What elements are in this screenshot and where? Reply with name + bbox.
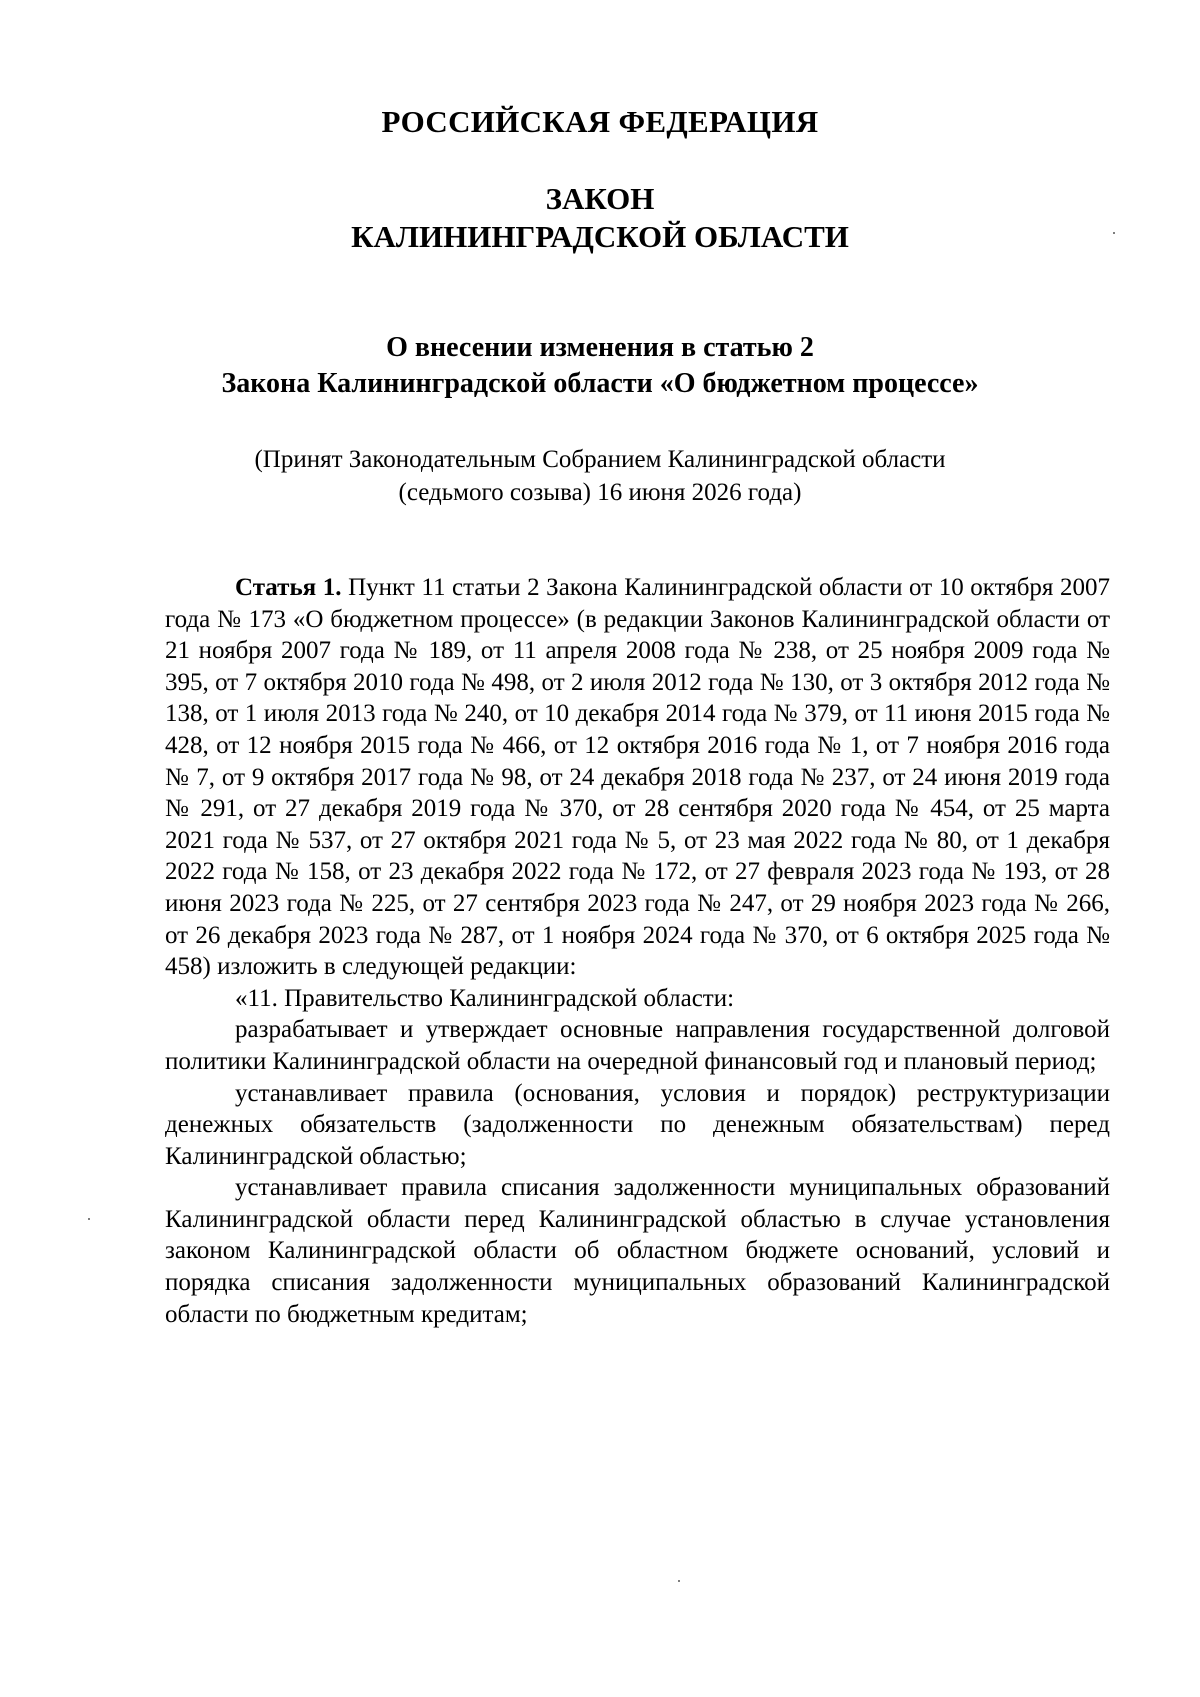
body-paragraph: устанавливает правила списания задолженности муниципальных образований Калининградской области перед Калининградской областью в случае установления законом Калининградской области об областном бюджете оснований, условий и порядка списания задолженности муниципальных образований Калининградской области по бюджетным кредитам;	[165, 1174, 1110, 1328]
adoption-note-line1: (Принят Законодательным Собранием Калининградской области	[254, 446, 946, 473]
article-1-paragraph	[165, 572, 1110, 983]
law-heading	[0, 180, 1200, 256]
article-1-text: Пункт 11 статьи 2 Закона Калининградской области от 10 октября 2007 года № 173 «О бюджетном процессе» (в редакции Законов Калининградской области от 21 ноября 2007 года № 189, от 11 апреля 2008 года № 238, от 25 ноября 2009 года № 395, от 7 октября 2010 года № 498, от 2 июля 2012 года № 130, от 3 октября 2012 года № 138, от 1 июля 2013 года № 240, от 10 декабря 2014 года № 379, от 11 июня 2015 года № 428, от 12 ноября 2015 года № 466, от 12 октября 2016 года № 1, от 7 ноября 2016 года № 7, от 9 октября 2017 года № 98, от 24 декабря 2018 года № 237, от 24 июня 2019 года № 291, от 27 декабря 2019 года № 370, от 28 сентября 2020 года № 454, от 25 марта 2021 года № 537, от 27 октября 2021 года № 5, от 23 мая 2022 года № 80, от 1 декабря 2022 года № 158, от 23 декабря 2022 года № 172, от 27 февраля 2023 года № 193, от 28 июня 2023 года № 225, от 27 сентября 2023 года № 247, от 29 ноября 2023 года № 266, от 26 декабря 2023 года № 287, от 1 ноября 2024 года № 370, от 6 октября 2025 года № 458) изложить в следующей редакции:	[165, 574, 1111, 981]
law-title-line1: О внесении изменения в статью 2	[386, 332, 814, 363]
law-heading-line2: КАЛИНИНГРАДСКОЙ ОБЛАСТИ	[351, 219, 849, 254]
country-heading: РОССИЙСКАЯ ФЕДЕРАЦИЯ	[381, 104, 819, 139]
law-title-line2: Закона Калининградской области «О бюджетном процессе»	[221, 368, 979, 399]
body-paragraph: «11. Правительство Калининградской области:	[235, 984, 735, 1012]
adoption-note	[0, 443, 1200, 509]
law-title	[0, 330, 1200, 402]
adoption-note-line2: (седьмого созыва) 16 июня 2026 года)	[398, 479, 802, 506]
body-paragraph: устанавливает правила (основания, условия и порядок) реструктуризации денежных обязательств (задолженности по денежным обязательствам) перед Калининградской областью;	[165, 1079, 1110, 1170]
body-paragraph: разрабатывает и утверждает основные направления государственной долговой политики Калининградской области на очередной финансовый год и плановый период;	[165, 1016, 1110, 1075]
article-1-label: Статья 1.	[235, 574, 342, 601]
document-body	[165, 572, 1110, 1330]
law-heading-line1: ЗАКОН	[545, 181, 655, 216]
